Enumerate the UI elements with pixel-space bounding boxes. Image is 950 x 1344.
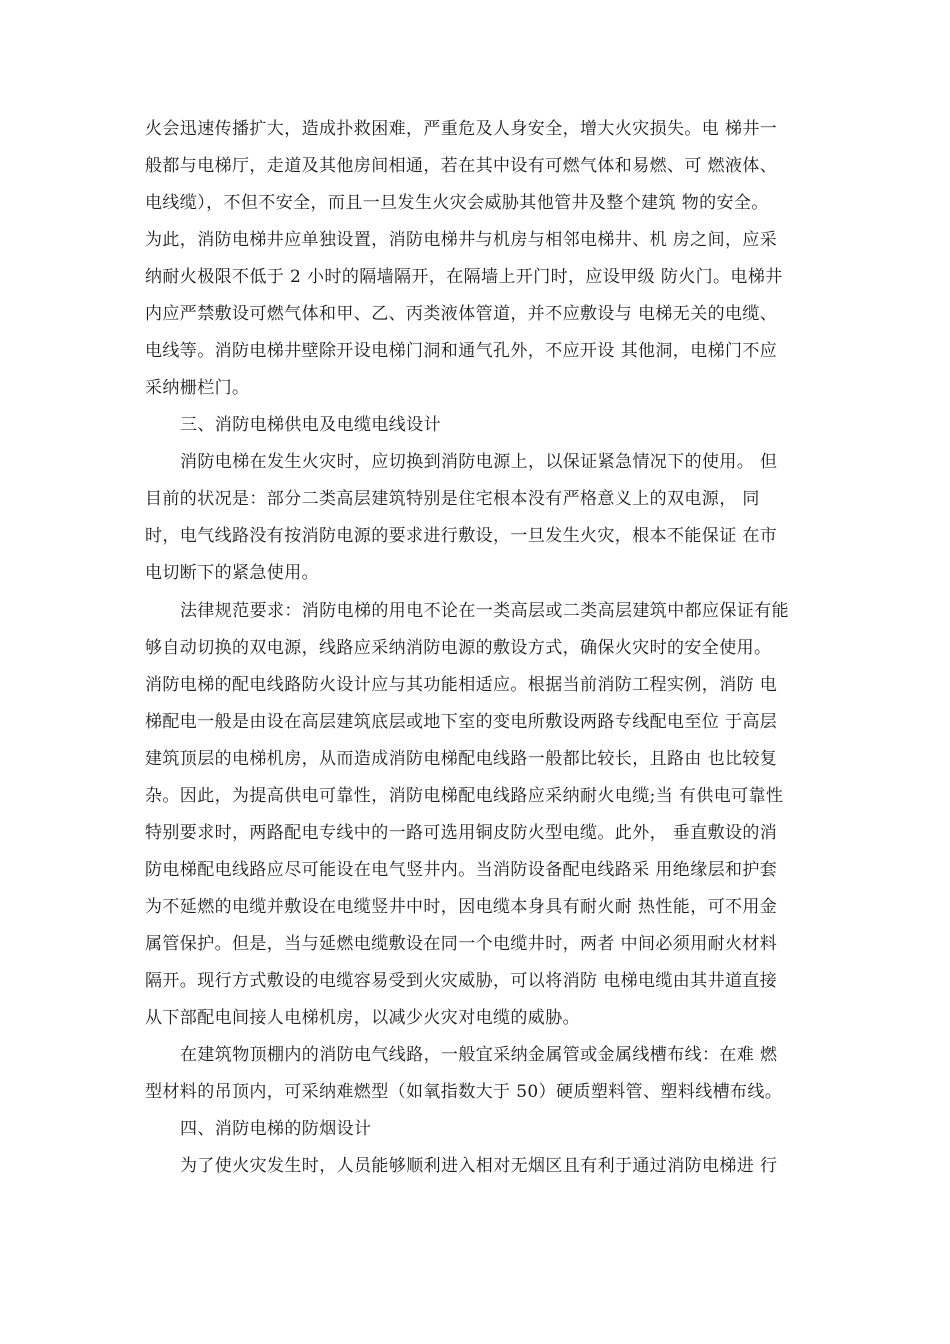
paragraph-first-line: 为了使火灾发生时，人员能够顺利进入相对无烟区且有利于通过消防电梯进 行	[180, 1156, 778, 1176]
body-line: 杂。因此，为提高供电可靠性，消防电梯配电线路应采纳耐火电缆;当 有供电可靠性	[145, 786, 784, 806]
body-line: 电线缆），不但不安全，而且一旦发生火灾会威胁其他管井及整个建筑 物的安全。	[145, 193, 769, 213]
body-line: 时，电气线路没有按消防电源的要求进行敷设，一旦发生火灾，根本不能保证 在市	[145, 526, 778, 546]
body-line: 隔开。现行方式敷设的电缆容易受到火灾威胁，可以将消防 电梯电缆由其井道直接	[145, 971, 778, 991]
section-heading: 三、消防电梯供电及电缆电线设计	[180, 415, 441, 435]
body-line: 从下部配电间接人电梯机房，以减少火灾对电缆的威胁。	[145, 1008, 580, 1028]
section-heading: 四、消防电梯的防烟设计	[180, 1119, 372, 1139]
body-line: 纳耐火极限不低于 2 小时的隔墙隔开，在隔墙上开门时，应设甲级 防火门。电梯井	[145, 267, 783, 287]
body-line: 建筑顶层的电梯机房，从而造成消防电梯配电线路一般都比较长，且路由 也比较复	[145, 749, 778, 769]
paragraph-first-line: 在建筑物顶棚内的消防电气线路，一般宜采纳金属管或金属线槽布线：在难 燃	[180, 1045, 778, 1065]
body-line: 防电梯配电线路应尽可能设在电气竖井内。当消防设备配电线路采 用绝缘层和护套	[145, 860, 778, 880]
body-line: 属管保护。但是，当与延燃电缆敷设在同一个电缆井时，两者 中间必须用耐火材料	[145, 934, 778, 954]
body-line: 火会迅速传播扩大，造成扑救困难，严重危及人身安全，增大火灾损失。电 梯井一	[145, 119, 778, 139]
body-line: 电线等。消防电梯井壁除开设电梯门洞和通气孔外，不应开设 其他洞，电梯门不应	[145, 341, 778, 361]
body-line: 梯配电一般是由设在高层建筑底层或地下室的变电所敷设两路专线配电至位 于高层	[145, 712, 778, 732]
body-line: 特别要求时，两路配电专线中的一路可选用铜皮防火型电缆。此外， 垂直敷设的消	[145, 823, 778, 843]
paragraph-first-line: 消防电梯在发生火灾时，应切换到消防电源上，以保证紧急情况下的使用。 但	[180, 452, 778, 472]
body-line: 般都与电梯厅，走道及其他房间相通，若在其中设有可燃气体和易燃、可 燃液体、	[145, 156, 778, 176]
body-line: 消防电梯的配电线路防火设计应与其功能相适应。根据当前消防工程实例，消防 电	[145, 675, 778, 695]
body-line: 为此，消防电梯井应单独设置，消防电梯井与机房与相邻电梯井、机 房之间，应采	[145, 230, 778, 250]
body-line: 够自动切换的双电源，线路应采纳消防电源的敷设方式，确保火灾时的安全使用。	[145, 638, 772, 658]
body-line: 为不延燃的电缆并敷设在电缆竖井中时，因电缆本身具有耐火耐 热性能，可不用金	[145, 897, 778, 917]
paragraph-first-line: 法律规范要求：消防电梯的用电不论在一类高层或二类高层建筑中都应保证有能	[180, 601, 789, 621]
body-line: 型材料的吊顶内，可采纳难燃型（如氧指数大于 50）硬质塑料管、塑料线槽布线。	[145, 1082, 783, 1102]
body-line: 目前的状况是：部分二类高层建筑特别是住宅根本没有严格意义上的双电源， 同	[145, 489, 760, 509]
body-line: 采纳栅栏门。	[145, 378, 250, 398]
body-line: 电切断下的紧急使用。	[145, 563, 319, 583]
body-line: 内应严禁敷设可燃气体和甲、乙、丙类液体管道，并不应敷设与 电梯无关的电缆、	[145, 304, 778, 324]
